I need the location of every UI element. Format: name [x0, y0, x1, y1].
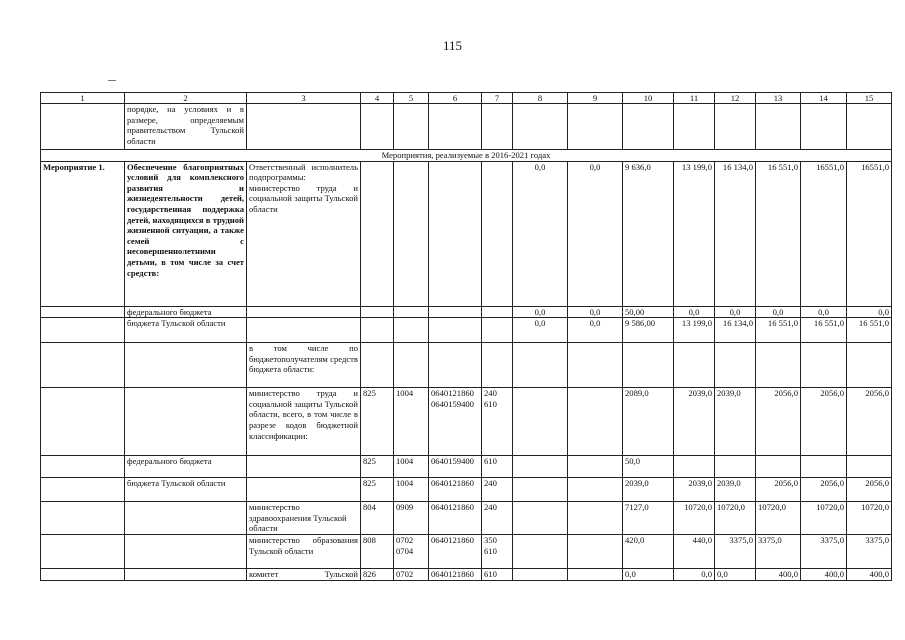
value-cell: 0,0	[801, 306, 847, 318]
budget-source-label: бюджета Тульской области	[125, 318, 247, 343]
value-cell: 16 134,0	[715, 318, 756, 343]
value-cell: 3375,0	[847, 535, 892, 569]
value-cell: 0,0	[674, 569, 715, 581]
code-vr: 610	[482, 456, 513, 478]
table-row	[41, 388, 892, 456]
col-header: 8	[513, 93, 568, 104]
value-cell: 50,00	[623, 306, 674, 318]
value-cell: 0,0	[623, 569, 674, 581]
value-cell	[568, 388, 623, 456]
code-rzpr: 0702	[394, 569, 429, 581]
recipient-name: министерство здравоохранения Тульской области	[247, 502, 361, 535]
code-csr: 0640159400	[429, 456, 482, 478]
value-cell: 16551,0	[801, 161, 847, 306]
value-cell: 16 551,0	[756, 318, 801, 343]
col-header: 10	[623, 93, 674, 104]
budget-table	[40, 92, 892, 581]
event-label: Мероприятие 1.	[41, 161, 125, 306]
value-cell: 0,0	[513, 318, 568, 343]
value-cell	[568, 569, 623, 581]
col-header: 11	[674, 93, 715, 104]
value-cell	[715, 456, 756, 478]
value-cell: 9 586,00	[623, 318, 674, 343]
recipient-name: комитет Тульской	[247, 569, 361, 581]
code-vr: 240	[482, 478, 513, 502]
value-cell: 2056,0	[801, 388, 847, 456]
event-name: Обеспечение благоприятных условий для комплексного развития и жизнедеятельности детей, государственная поддержка детей, находящихся в трудной жизненной ситуации, а также семей с несовершеннолетними детьми, в том числе за счет средств:	[125, 161, 247, 306]
code-csr: 0640121860	[429, 502, 482, 535]
code-vr: 610	[482, 569, 513, 581]
value-cell: 2056,0	[847, 388, 892, 456]
value-cell: 0,0	[513, 306, 568, 318]
col-header: 2	[125, 93, 247, 104]
code-csr: 0640121860 0640159400	[429, 388, 482, 456]
code-grbs: 825	[361, 388, 394, 456]
value-cell: 9 636,0	[623, 161, 674, 306]
value-cell: 420,0	[623, 535, 674, 569]
col-header: 4	[361, 93, 394, 104]
code-vr: 240	[482, 502, 513, 535]
code-csr: 0640121860	[429, 478, 482, 502]
col-header: 1	[41, 93, 125, 104]
value-cell: 16 551,0	[756, 161, 801, 306]
cell-text: порядке, на условиях и в размере, определяемым правительством Тульской области	[125, 104, 247, 150]
value-cell: 2039,0	[715, 388, 756, 456]
code-vr: 350 610	[482, 535, 513, 569]
value-cell: 400,0	[847, 569, 892, 581]
col-header: 14	[801, 93, 847, 104]
value-cell: 0,0	[568, 318, 623, 343]
value-cell: 0,0	[715, 306, 756, 318]
value-cell	[568, 502, 623, 535]
code-rzpr: 0909	[394, 502, 429, 535]
value-cell	[847, 456, 892, 478]
col-header: 6	[429, 93, 482, 104]
header-row	[41, 93, 892, 104]
code-grbs: 808	[361, 535, 394, 569]
value-cell: 2056,0	[756, 478, 801, 502]
table-row	[41, 318, 892, 343]
table-row	[41, 104, 892, 150]
value-cell: 3375,0	[756, 535, 801, 569]
value-cell: 2039,0	[623, 478, 674, 502]
budget-source-label: федерального бюджета	[125, 456, 247, 478]
code-rzpr: 1004	[394, 478, 429, 502]
value-cell	[513, 478, 568, 502]
value-cell: 2089,0	[623, 388, 674, 456]
cell-text: в том числе по бюджетополучателям средств бюджета области:	[247, 343, 361, 388]
value-cell: 400,0	[756, 569, 801, 581]
value-cell: 0,0	[568, 306, 623, 318]
table-row	[41, 569, 892, 581]
code-grbs: 804	[361, 502, 394, 535]
code-grbs: 825	[361, 456, 394, 478]
value-cell: 0,0	[847, 306, 892, 318]
code-rzpr: 1004	[394, 456, 429, 478]
code-rzpr: 0702 0704	[394, 535, 429, 569]
table-row	[41, 535, 892, 569]
value-cell: 2039,0	[674, 388, 715, 456]
col-header: 12	[715, 93, 756, 104]
value-cell	[513, 388, 568, 456]
col-header: 5	[394, 93, 429, 104]
value-cell: 2056,0	[801, 478, 847, 502]
value-cell: 2056,0	[756, 388, 801, 456]
value-cell: 10720,0	[715, 502, 756, 535]
col-header: 9	[568, 93, 623, 104]
scan-mark	[108, 80, 116, 81]
value-cell: 10720,0	[801, 502, 847, 535]
value-cell: 2039,0	[674, 478, 715, 502]
col-header: 15	[847, 93, 892, 104]
value-cell	[513, 569, 568, 581]
table-row	[41, 502, 892, 535]
value-cell	[756, 456, 801, 478]
table-row	[41, 306, 892, 318]
section-title: Мероприятия, реализуемые в 2016-2021 годах	[41, 150, 892, 162]
value-cell	[568, 535, 623, 569]
code-rzpr: 1004	[394, 388, 429, 456]
value-cell	[513, 502, 568, 535]
value-cell: 440,0	[674, 535, 715, 569]
value-cell	[513, 535, 568, 569]
value-cell	[674, 456, 715, 478]
value-cell: 3375,0	[715, 535, 756, 569]
value-cell: 50,0	[623, 456, 674, 478]
section-row	[41, 150, 892, 162]
recipient-name: министерство труда и социальной защиты Тульской области, всего, в том числе в разрезе кодов бюджетной классификации:	[247, 388, 361, 456]
table-row	[41, 343, 892, 388]
value-cell: 13 199,0	[674, 161, 715, 306]
page-number: 115	[442, 38, 463, 53]
value-cell: 0,0	[513, 161, 568, 306]
value-cell: 16 551,0	[801, 318, 847, 343]
value-cell: 3375,0	[801, 535, 847, 569]
budget-source-label: бюджета Тульской области	[125, 478, 247, 502]
value-cell: 2039,0	[715, 478, 756, 502]
value-cell: 16 134,0	[715, 161, 756, 306]
value-cell: 400,0	[801, 569, 847, 581]
value-cell: 0,0	[715, 569, 756, 581]
col-header: 7	[482, 93, 513, 104]
value-cell: 10720,0	[756, 502, 801, 535]
code-csr: 0640121860	[429, 569, 482, 581]
responsible-executor: Ответственный исполнитель подпрограммы: министерство труда и социальной защиты Тульской области	[247, 161, 361, 306]
col-header: 3	[247, 93, 361, 104]
value-cell	[568, 456, 623, 478]
budget-source-label: федерального бюджета	[125, 306, 247, 318]
value-cell	[568, 478, 623, 502]
code-grbs: 825	[361, 478, 394, 502]
recipient-name: министерство образования Тульской области	[247, 535, 361, 569]
value-cell: 16551,0	[847, 161, 892, 306]
col-header: 13	[756, 93, 801, 104]
code-csr: 0640121860	[429, 535, 482, 569]
table-row	[41, 478, 892, 502]
value-cell: 2056,0	[847, 478, 892, 502]
table-row	[41, 161, 892, 306]
value-cell: 10720,0	[847, 502, 892, 535]
value-cell	[513, 456, 568, 478]
value-cell: 0,0	[674, 306, 715, 318]
value-cell	[801, 456, 847, 478]
value-cell: 10720,0	[674, 502, 715, 535]
code-grbs: 826	[361, 569, 394, 581]
value-cell: 13 199,0	[674, 318, 715, 343]
value-cell: 7127,0	[623, 502, 674, 535]
value-cell: 16 551,0	[847, 318, 892, 343]
value-cell: 0,0	[568, 161, 623, 306]
table-row	[41, 456, 892, 478]
code-vr: 240 610	[482, 388, 513, 456]
value-cell: 0,0	[756, 306, 801, 318]
